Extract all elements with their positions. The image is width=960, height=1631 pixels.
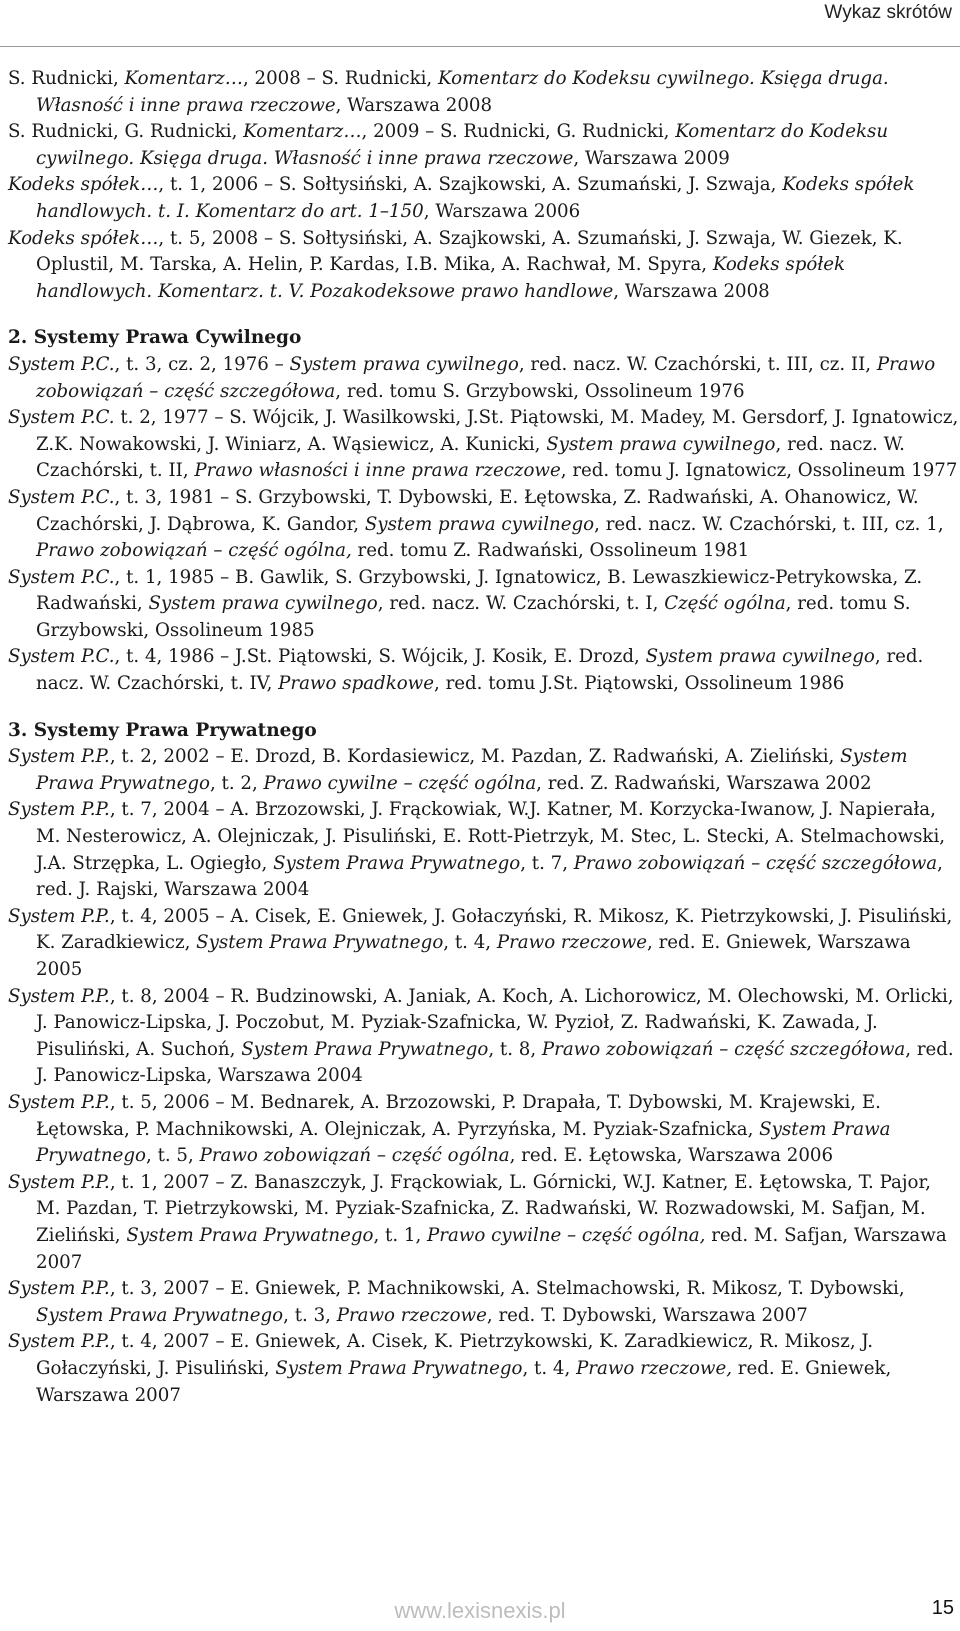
entry-italic-text: System P.P. [8,985,110,1007]
bibliography-entry [8,1170,960,1276]
entry-italic-text: Komentarz do Kodeksu cywilnego. Księga druga. Własność i inne prawa rzeczowe [36,68,889,116]
entry-italic-text: System P.P. [8,905,110,927]
entry-text: , t. 8, 2004 – R. Budzinowski, A. Janiak, A. Koch, A. Lichorowicz, M. Olechowski, M. Orlicki, J. Panowicz-Lipska, J. Poczobut, M. Pyziak-Szafnicka, W. Pyzioł, Z. Radwański, K. Zawada, J. Pisuliński, A. Suchoń, [36,985,954,1060]
entry-italic-text: System Prawa Prywatnego [36,1118,891,1167]
bibliography-entry [8,1090,960,1170]
entry-text: , red. nacz. W. Czachórski, t. III, cz. 1, [594,513,944,535]
entry-italic-text: System Prawa Prywatnego [126,1224,374,1246]
entry-text: , red. nacz. W. Czachórski, t. III, cz. II, [518,353,877,375]
bibliography-entry [8,984,960,1090]
entry-italic-text: Kodeks spółek handlowych. t. I. Komentarz do art. 1–150 [36,174,915,222]
entry-text: , t. 5, [146,1145,200,1167]
bibliography-entry [8,797,960,903]
entry-italic-text: Kodeks spółek… [8,174,159,196]
bibliography-entry [8,565,960,645]
entry-text: , red. nacz. W. Czachórski, t. I, [377,593,665,615]
entry-text: , 2009 – S. Rudnicki, G. Rudnicki, [361,121,676,143]
entry-text: , t. 5, 2006 – M. Bednarek, A. Brzozowski, P. Drapała, T. Dybowski, M. Krajewski, E. Łętowska, P. Machnikowski, A. Olejniczak, A. Pyrzyńska, M. Pyziak-Szafnicka, [36,1091,881,1140]
section-systemy-prawa-cywilnego [8,352,960,698]
entry-italic-text: System P.P. [8,1331,110,1353]
entry-text: , t. 3, 1981 – S. Grzybowski, T. Dybowski, E. Łętowska, Z. Radwański, A. Ohanowicz, W. Czachórski, J. Dąbrowa, K. Gandor, [36,486,919,535]
entry-text: S. Rudnicki, [8,68,125,89]
bibliography-entry [8,485,960,565]
entry-text: , red. tomu J.St. Piątowski, Ossolineum 1986 [434,673,845,695]
abbreviations-list [8,66,960,1409]
entry-italic-text: Prawo rzeczowe, [576,1357,733,1379]
entry-text: , red. nacz. W. Czachórski, t. II, [36,433,905,482]
entry-text: , Warszawa 2009 [573,147,730,169]
entry-italic-text: System prawa cywilnego [645,646,875,668]
entry-italic-text: System Prawa Prywatnego [275,1357,523,1379]
entry-text: , red. Z. Radwański, Warszawa 2002 [536,772,872,794]
entry-italic-text: Prawo własności i inne prawa rzeczowe [194,460,561,482]
entry-italic-text: Prawo zobowiązań – część szczegółowa [541,1038,906,1060]
entry-italic-text: System P.P. [8,1171,110,1193]
entry-italic-text: System P.C. [8,407,115,429]
section-heading-systemy-prawa-prywatnego: 3. Systemy Prawa Prywatnego [8,719,317,741]
entry-italic-text: System Prawa Prywatnego [196,932,444,954]
entry-italic-text: Prawo rzeczowe [496,932,648,954]
entry-italic-text: Prawo cywilne – część ogólna [263,772,537,794]
entry-italic-text: Komentarz… [243,121,362,143]
entry-text: red. E. Gniewek, Warszawa 2007 [36,1357,892,1406]
entry-italic-text: Kodeks spółek… [8,227,159,249]
section-heading-systemy-prawa-cywilnego: 2. Systemy Prawa Cywilnego [8,327,302,349]
entry-italic-text: System P.P. [8,799,110,821]
entry-text: red. tomu Z. Radwański, Ossolineum 1981 [351,540,750,562]
entry-text: , red. J. Panowicz-Lipska, Warszawa 2004 [36,1038,954,1087]
page-number: 15 [931,1597,954,1619]
entry-text: , t. 2, 2002 – E. Drozd, B. Kordasiewicz, M. Pazdan, Z. Radwański, A. Zieliński, [109,746,841,768]
entry-italic-text: Prawo rzeczowe [336,1304,487,1326]
entry-text: t. 2, 1977 – S. Wójcik, J. Wasilkowski, J.St. Piątowski, M. Madey, M. Gersdorf, J. Ignatowicz, Z.K. Nowakowski, J. Winiarz, A. Wąsiewicz, A. Kunicki, [36,407,959,455]
entry-italic-text: System P.P. [8,1278,110,1300]
entry-italic-text: Prawo zobowiązań – część ogólna, [36,540,352,562]
entry-italic-text: Kodeks spółek handlowych. Komentarz. t. V. Pozakodeksowe prawo handlowe [36,254,846,302]
entry-italic-text: System P.C. [8,646,115,668]
entry-text: , t. 1, 2006 – S. Sołtysiński, A. Szajkowski, A. Szumański, J. Szwaja, [158,174,783,196]
section-systemy-prawa-prywatnego [8,744,960,1409]
entry-text: , t. 7, 2004 – A. Brzozowski, J. Frąckowiak, W.J. Katner, M. Korzycka-Iwanow, J. Napierała, M. Nesterowicz, A. Olejniczak, J. Pisuliński, E. Rott-Pietrzyk, M. Stec, L. Stecki, A. Stelmachowski, J.A. Strzępka, L. Ogiegło, [36,799,946,874]
entry-italic-text: System P.C. [8,353,115,375]
entry-text: , 2008 – S. Rudnicki, [242,68,438,89]
entries-top [8,66,960,305]
entry-italic-text: Część ogólna [664,593,786,615]
bibliography-entry [8,1276,960,1329]
entry-text: , t. 2, [209,772,264,794]
bibliography-entry [8,352,960,405]
bibliography-entry [8,66,960,119]
entry-text: , Warszawa 2006 [423,200,581,222]
entry-italic-text: Prawo zobowiązań – część szczegółowa [573,852,938,874]
entry-italic-text: Prawo cywilne – część ogólna, [427,1224,706,1246]
entry-italic-text: System prawa cywilnego [546,433,776,455]
entry-italic-text: Prawo spadkowe [278,673,434,695]
entry-italic-text: Komentarz… [124,68,243,89]
entry-text: , t. 7, [520,852,574,874]
entry-text: , t. 3, cz. 2, 1976 – [114,353,290,375]
bibliography-entry [8,119,960,172]
entry-text: , Warszawa 2008 [613,280,770,302]
bibliography-entry [8,744,960,797]
bibliography-entry [8,1329,960,1409]
entry-italic-text: System P.C. [8,566,115,588]
entry-text: , red. T. Dybowski, Warszawa 2007 [486,1304,808,1326]
header-divider [0,46,960,47]
bibliography-entry [8,405,960,485]
entry-italic-text: System P.P. [8,1091,110,1113]
running-header-title: Wykaz skrótów [824,2,952,23]
entry-text: S. Rudnicki, G. Rudnicki, [8,121,244,143]
entry-text: , t. 3, [283,1304,337,1326]
entry-italic-text: System prawa cywilnego [364,513,595,535]
bibliography-entry [8,904,960,984]
entry-italic-text: System Prawa Prywatnego [273,852,521,874]
entry-text: , t. 3, 2007 – E. Gniewek, P. Machnikowski, A. Stelmachowski, R. Mikosz, T. Dybowski, [109,1278,905,1300]
entry-text: , t. 4, [522,1357,577,1379]
entry-text: , t. 1, 1985 – B. Gawlik, S. Grzybowski, J. Ignatowicz, B. Lewaszkiewicz-Petrykowska, Z. Radwański, [36,566,923,615]
publisher-url: www.lexisnexis.pl [394,1598,566,1623]
entry-text: , t. 5, 2008 – S. Sołtysiński, A. Szajkowski, A. Szumański, J. Szwaja, W. Giezek, K. Oplustil, M. Tarska, A. Helin, P. Kardas, I.B. Mika, A. Rachwał, M. Spyra, [36,227,903,276]
entry-text: , red. E. Gniewek, Warszawa 2005 [36,932,911,980]
entry-text: , t. 1, 2007 – Z. Banaszczyk, J. Frąckowiak, L. Górnicki, W.J. Katner, E. Łętowska, T. Pajor, M. Pazdan, T. Pietrzykowski, M. Pyziak-Szafnicka, Z. Radwański, W. Rozwadowski, M. Safjan, M. Zieliński, [36,1171,931,1246]
bibliography-entry [8,644,960,697]
entry-italic-text: System P.C. [8,486,115,508]
entry-text: , t. 8, [488,1038,542,1060]
bibliography-entry [8,172,960,225]
entry-text: , red. E. Łętowska, Warszawa 2006 [509,1145,834,1167]
entry-italic-text: System Prawa Prywatnego [241,1038,489,1060]
entry-italic-text: Prawo zobowiązań – część ogólna [199,1145,510,1167]
entry-text: , red. tomu S. Grzybowski, Ossolineum 1976 [335,380,745,402]
entry-text: , t. 4, 2005 – A. Cisek, E. Gniewek, J. Gołaczyński, R. Mikosz, K. Pietrzykowski, J. Pisuliński, K. Zaradkiewicz, [36,905,953,954]
entry-text: red. M. Safjan, Warszawa 2007 [36,1224,947,1273]
entry-text: , t. 1, [373,1224,428,1246]
entry-italic-text: System prawa cywilnego [148,593,378,615]
entry-text: , Warszawa 2008 [335,94,493,116]
entry-italic-text: System Prawa Prywatnego [36,746,908,794]
entry-text: , red. tomu S. Grzybowski, Ossolineum 1985 [36,593,911,641]
entry-italic-text: Komentarz do Kodeksu cywilnego. Księga druga. Własność i inne prawa rzeczowe [36,121,889,169]
entry-text: , t. 4, 1986 – J.St. Piątowski, S. Wójcik, J. Kosik, E. Drozd, [114,646,646,668]
entry-text: , red. J. Rajski, Warszawa 2004 [36,852,943,901]
entry-italic-text: System prawa cywilnego [289,353,519,375]
entry-italic-text: System Prawa Prywatnego [36,1304,284,1326]
bibliography-entry [8,226,960,306]
entry-text: , red. nacz. W. Czachórski, t. IV, [36,646,924,695]
entry-italic-text: System P.P. [8,746,110,768]
entry-text: , red. tomu J. Ignatowicz, Ossolineum 1977 [560,460,958,482]
entry-text: , t. 4, [443,932,497,954]
entry-italic-text: Prawo zobowiązań – część szczegółowa [36,353,936,402]
entry-text: , t. 4, 2007 – E. Gniewek, A. Cisek, K. Pietrzykowski, K. Zaradkiewicz, R. Mikosz, J. Gołaczyński, J. Pisuliński, [36,1331,874,1379]
